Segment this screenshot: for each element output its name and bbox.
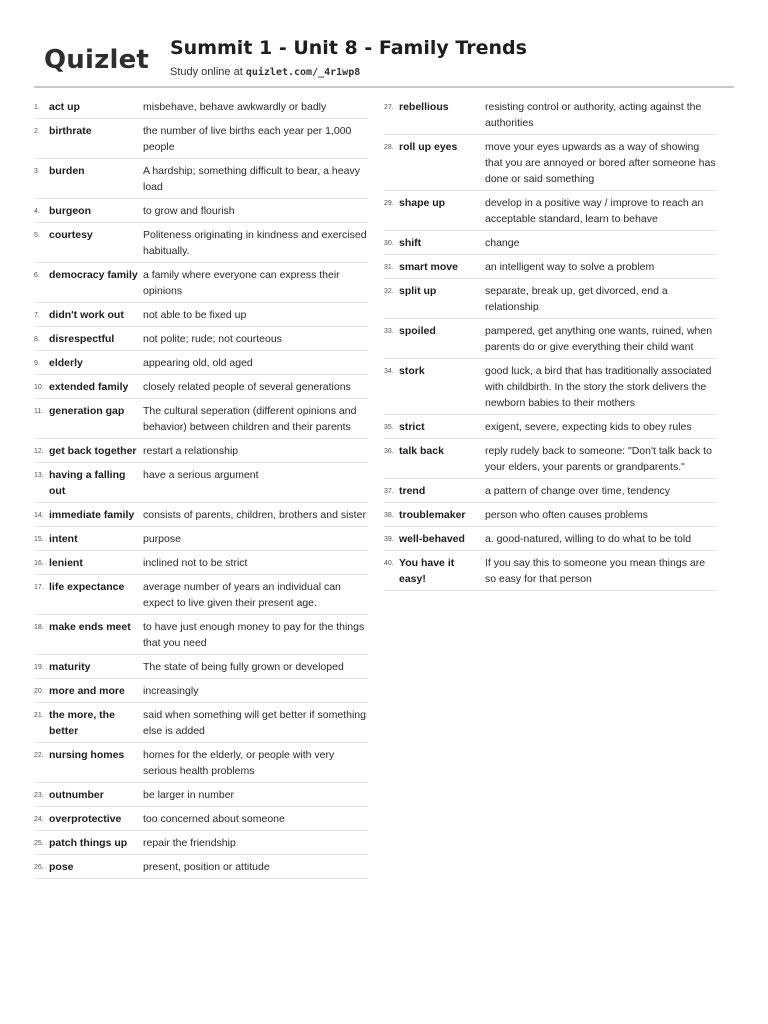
term-row (34, 223, 368, 263)
term-definition: to have just enough money to pay for the things that you need (143, 621, 365, 649)
term-definition: said when something will get better if something else is added (143, 709, 366, 737)
term-number: 19. (34, 664, 44, 671)
term-word: well-behaved (399, 533, 465, 545)
page-subtitle (170, 66, 360, 78)
term-word: intent (49, 533, 78, 545)
term-definition: have a serious argument (143, 469, 259, 481)
term-number: 4. (34, 208, 40, 215)
term-definition: person who often causes problems (485, 509, 648, 521)
term-definition: If you say this to someone you mean things are so easy for that person (485, 557, 706, 585)
term-definition: reply rudely back to someone: "Don't talk back to your elders, your parents or grandparents." (485, 445, 712, 473)
term-row (384, 191, 718, 231)
term-word: elderly (49, 357, 83, 369)
term-number: 39. (384, 536, 394, 543)
term-number: 31. (384, 264, 394, 271)
term-definition: a family where everyone can express their opinions (143, 269, 340, 297)
term-word: courtesy (49, 229, 93, 241)
term-number: 12. (34, 448, 44, 455)
term-number: 32. (384, 288, 394, 295)
term-number: 5. (34, 232, 40, 239)
term-number: 34. (384, 368, 394, 375)
term-word: smart move (399, 261, 458, 273)
term-definition: too concerned about someone (143, 813, 285, 825)
term-word: having a falling out (49, 469, 126, 497)
term-number: 33. (384, 328, 394, 335)
term-row (34, 263, 368, 303)
term-row (384, 319, 718, 359)
term-number: 2. (34, 128, 40, 135)
term-word: nursing homes (49, 749, 125, 761)
term-number: 27. (384, 104, 394, 111)
term-word: strict (399, 421, 425, 433)
term-row (384, 95, 718, 135)
term-number: 6. (34, 272, 40, 279)
page-title: Summit 1 - Unit 8 - Family Trends (170, 37, 527, 59)
logo-text: Quizlet (44, 45, 150, 75)
term-definition: not polite; rude; not courteous (143, 333, 282, 345)
term-row (34, 655, 368, 679)
term-word: didn't work out (49, 309, 124, 321)
term-row (384, 479, 718, 503)
term-row (34, 95, 368, 119)
term-row (34, 199, 368, 223)
term-definition: separate, break up, get divorced, end a relationship (485, 285, 668, 313)
term-row (34, 743, 368, 783)
term-number: 10. (34, 384, 44, 391)
term-definition: repair the friendship (143, 837, 236, 849)
term-row (34, 807, 368, 831)
term-definition: the number of live births each year per 1,000 people (143, 125, 352, 153)
term-word: act up (49, 101, 80, 113)
term-word: troublemaker (399, 509, 466, 521)
term-number: 35. (384, 424, 394, 431)
term-number: 29. (384, 200, 394, 207)
term-number: 28. (384, 144, 394, 151)
term-definition: The state of being fully grown or developed (143, 661, 344, 673)
term-word: split up (399, 285, 437, 297)
term-row (384, 551, 718, 591)
term-word: more and more (49, 685, 125, 697)
term-word: life expectance (49, 581, 125, 593)
term-number: 18. (34, 624, 44, 631)
term-word: burden (49, 165, 85, 177)
term-word: make ends meet (49, 621, 131, 633)
term-word: You have it easy! (399, 557, 455, 585)
term-number: 11. (34, 408, 44, 415)
term-word: spoiled (399, 325, 436, 337)
term-definition: inclined not to be strict (143, 557, 248, 569)
term-definition: Politeness originating in kindness and exercised habitually. (143, 229, 367, 257)
term-definition: change (485, 237, 520, 249)
term-definition: increasingly (143, 685, 199, 697)
term-word: democracy family (49, 269, 138, 281)
term-row (34, 703, 368, 743)
term-definition: a. good-natured, willing to do what to be told (485, 533, 692, 545)
term-definition: good luck, a bird that has traditionally associated with childbirth. In the story the stork delivers the newborn babies to their mothers (485, 365, 712, 409)
term-row (34, 503, 368, 527)
term-number: 30. (384, 240, 394, 247)
term-row (384, 231, 718, 255)
term-number: 25. (34, 840, 44, 847)
page-header (34, 34, 734, 86)
term-row (34, 575, 368, 615)
term-definition: develop in a positive way / improve to reach an acceptable standard, learn to behave (485, 197, 704, 225)
term-row (34, 351, 368, 375)
term-number: 14. (34, 512, 44, 519)
term-word: outnumber (49, 789, 104, 801)
term-word: lenient (49, 557, 83, 569)
term-row (384, 415, 718, 439)
term-word: get back together (49, 445, 137, 457)
term-word: rebellious (399, 101, 449, 113)
term-definition: present, position or attitude (143, 861, 270, 873)
term-word: shape up (399, 197, 446, 209)
term-word: birthrate (49, 125, 92, 137)
term-definition: consists of parents, children, brothers and sister (143, 509, 366, 521)
header-divider (34, 86, 734, 88)
term-row (34, 399, 368, 439)
term-row (384, 359, 718, 415)
term-number: 36. (384, 448, 394, 455)
term-definition: restart a relationship (143, 445, 239, 457)
term-row (34, 119, 368, 159)
term-word: burgeon (49, 205, 91, 217)
term-row (34, 551, 368, 575)
term-row (34, 679, 368, 703)
term-number: 20. (34, 688, 44, 695)
term-definition: exigent, severe, expecting kids to obey rules (485, 421, 692, 433)
term-definition: a pattern of change over time, tendency (485, 485, 671, 497)
term-row (34, 375, 368, 399)
term-row (34, 615, 368, 655)
term-number: 38. (384, 512, 394, 519)
term-word: stork (399, 365, 425, 377)
term-number: 8. (34, 336, 40, 343)
term-number: 13. (34, 472, 44, 479)
term-word: generation gap (49, 405, 125, 417)
term-row (34, 439, 368, 463)
term-definition: average number of years an individual can expect to live given their present age. (143, 581, 341, 609)
term-word: disrespectful (49, 333, 115, 345)
term-definition: appearing old, old aged (143, 357, 253, 369)
term-definition: an intelligent way to solve a problem (485, 261, 655, 273)
term-number: 1. (34, 104, 40, 111)
term-definition: be larger in number (143, 789, 235, 801)
term-definition: not able to be fixed up (143, 309, 247, 321)
term-row (34, 463, 368, 503)
term-number: 17. (34, 584, 44, 591)
term-definition: purpose (143, 533, 181, 545)
term-row (384, 503, 718, 527)
term-word: pose (49, 861, 74, 873)
term-number: 9. (34, 360, 40, 367)
term-definition: The cultural seperation (different opinions and behavior) between children and their parents (143, 405, 357, 433)
term-definition: pampered, get anything one wants, ruined, when parents do or give everything their child want (485, 325, 713, 353)
term-word: the more, the better (49, 709, 115, 737)
term-number: 26. (34, 864, 44, 871)
term-definition: homes for the elderly, or people with very serious health problems (143, 749, 335, 777)
term-definition: to grow and flourish (143, 205, 235, 217)
term-definition: A hardship; something difficult to bear, a heavy load (143, 165, 360, 193)
term-number: 23. (34, 792, 44, 799)
term-row (34, 527, 368, 551)
terms-column-left (34, 95, 368, 879)
term-row (34, 831, 368, 855)
term-word: overprotective (49, 813, 122, 825)
term-row (384, 135, 718, 191)
term-row (34, 327, 368, 351)
term-row (34, 159, 368, 199)
term-definition: closely related people of several generations (143, 381, 351, 393)
terms-column-right (384, 95, 718, 591)
term-row (34, 783, 368, 807)
term-word: trend (399, 485, 426, 497)
term-definition: move your eyes upwards as a way of showing that you are annoyed or bored after someone has done or said something (485, 141, 716, 185)
term-definition: resisting control or authority, acting against the authorities (485, 101, 702, 129)
term-row (384, 527, 718, 551)
term-number: 16. (34, 560, 44, 567)
term-number: 3. (34, 168, 40, 175)
term-number: 40. (384, 560, 394, 567)
term-word: shift (399, 237, 422, 249)
term-word: talk back (399, 445, 444, 457)
term-row (384, 279, 718, 319)
term-number: 24. (34, 816, 44, 823)
study-link[interactable]: quizlet.com/_4r1wp8 (245, 67, 361, 78)
term-word: patch things up (49, 837, 128, 849)
term-row (384, 255, 718, 279)
term-number: 7. (34, 312, 40, 319)
term-number: 22. (34, 752, 44, 759)
term-row (384, 439, 718, 479)
term-number: 37. (384, 488, 394, 495)
term-word: extended family (49, 381, 129, 393)
term-definition: misbehave, behave awkwardly or badly (143, 101, 327, 113)
term-row (34, 303, 368, 327)
subtitle-prefix: Study online at (170, 66, 246, 78)
term-word: maturity (49, 661, 91, 673)
term-number: 21. (34, 712, 44, 719)
quizlet-logo (44, 42, 154, 78)
term-number: 15. (34, 536, 44, 543)
term-word: roll up eyes (399, 141, 458, 153)
term-row (34, 855, 368, 879)
term-word: immediate family (49, 509, 135, 521)
